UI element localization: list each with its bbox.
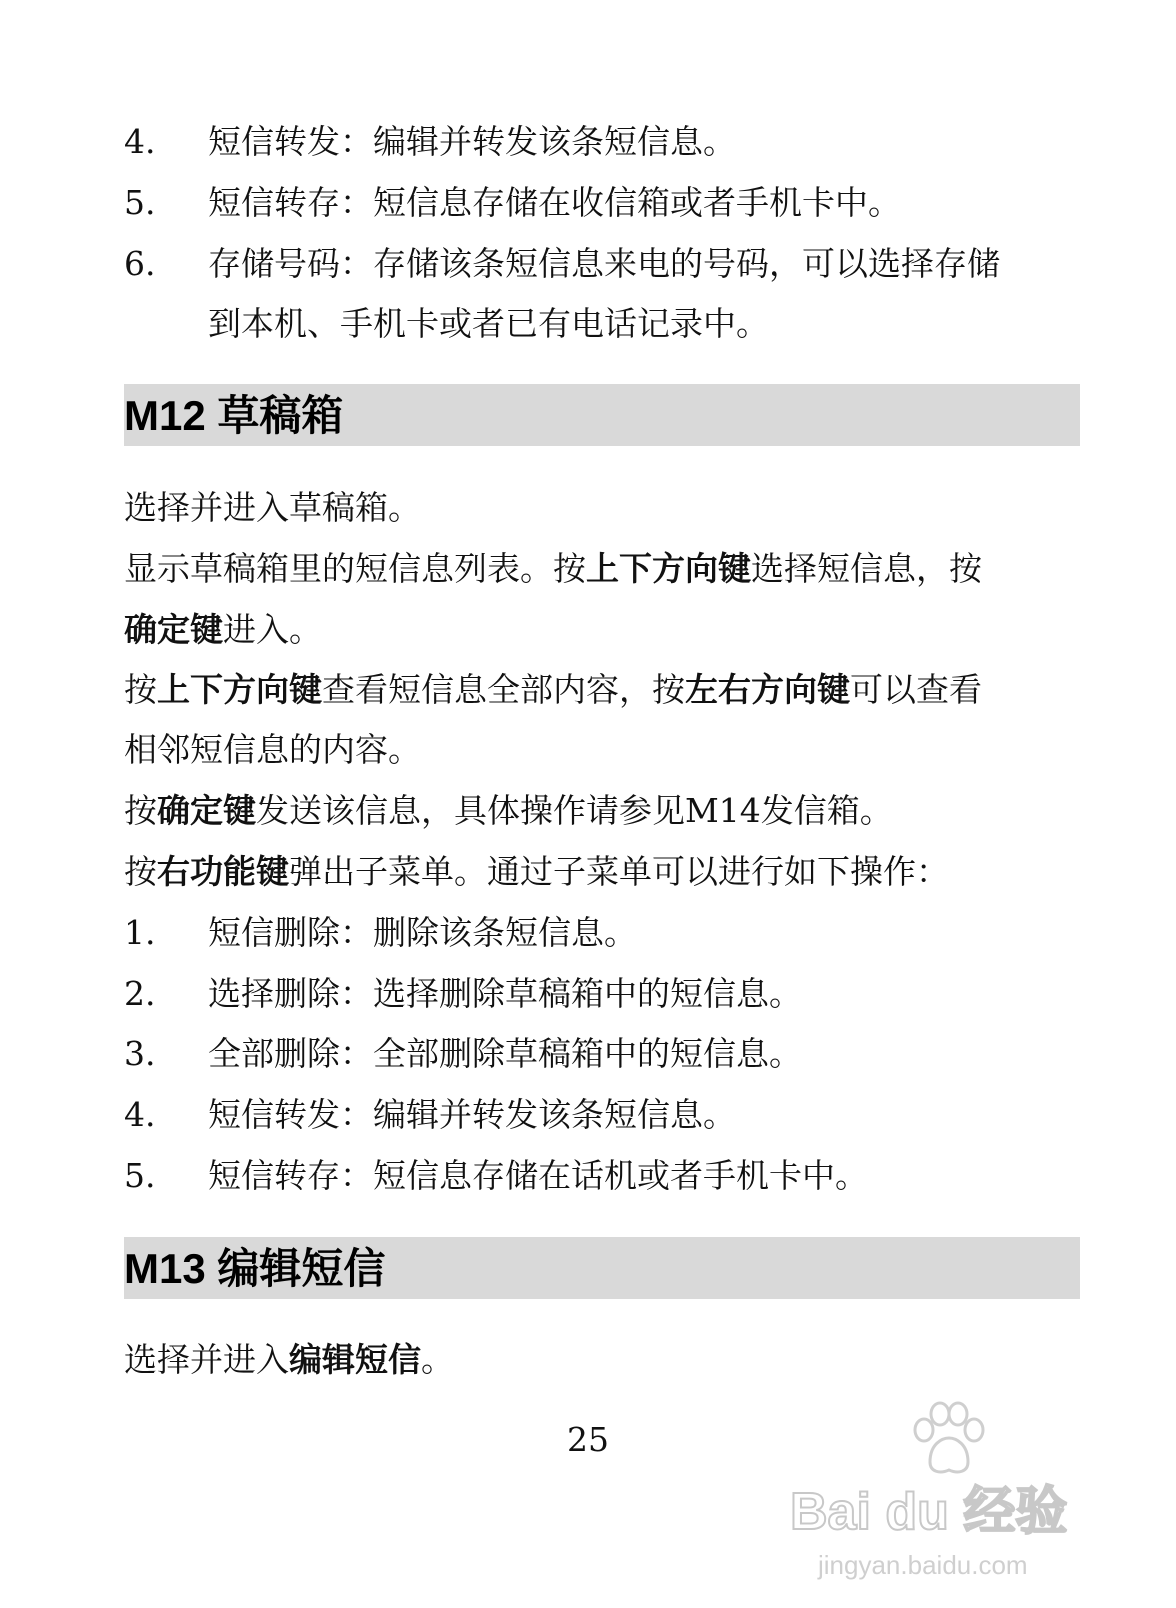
text-run: 弹出子菜单。通过子菜单可以进行如下操作： (289, 852, 949, 891)
text-run: 按 (124, 791, 157, 830)
bold-key-name: 确定键 (157, 791, 256, 830)
list-number: 5. (124, 183, 156, 222)
section-heading-bar (124, 384, 1080, 446)
watermark-brand: Bai du 经验 (790, 1483, 1068, 1541)
text-run: 按 (124, 852, 157, 891)
list-text: 短信转发：编辑并转发该条短信息。 (208, 122, 736, 161)
list-number: 4. (124, 122, 156, 161)
list-text: 短信转存：短信息存储在话机或者手机卡中。 (208, 1156, 868, 1195)
section-heading-bar (124, 1237, 1080, 1299)
section-title-m12: M12 草稿箱 (124, 392, 344, 439)
list-text: 短信转发：编辑并转发该条短信息。 (208, 1095, 736, 1134)
bold-key-name: 上下方向键 (157, 670, 322, 709)
text-run: 。 (421, 1340, 454, 1379)
list-number: 3. (124, 1034, 156, 1073)
watermark-url: jingyan.baidu.com (818, 1550, 1028, 1580)
list-number: 6. (124, 244, 156, 283)
list-number: 2. (124, 974, 156, 1013)
bold-key-name: 上下方向键 (586, 549, 751, 588)
text-run: 进入。 (223, 610, 322, 649)
text-run: 显示草稿箱里的短信息列表。按 (124, 549, 586, 588)
list-text-line1: 存储号码：存储该条短信息来电的号码，可以选择存储 (208, 244, 1000, 283)
list-text-line2: 到本机、手机卡或者已有电话记录中。 (208, 304, 769, 343)
list-text (208, 234, 1000, 354)
list-text: 短信删除：删除该条短信息。 (208, 913, 637, 952)
baidu-jingyan-watermark (790, 1400, 1080, 1590)
list-number: 1. (124, 913, 156, 952)
list-text: 选择删除：选择删除草稿箱中的短信息。 (208, 974, 802, 1013)
list-text: 短信转存：短信息存储在收信箱或者手机卡中。 (208, 183, 901, 222)
paragraph (124, 842, 1084, 902)
bold-key-name: 右功能键 (157, 852, 289, 891)
bold-key-name: 确定键 (124, 610, 223, 649)
paragraph: 选择并进入草稿箱。 (124, 488, 421, 527)
text-run: 查看短信息全部内容，按 (322, 670, 685, 709)
paragraph (124, 600, 1084, 660)
paragraph (124, 781, 1084, 841)
paragraph (124, 1330, 1084, 1390)
paragraph (124, 539, 1084, 599)
text-run: 选择并进入 (124, 1340, 289, 1379)
text-run: 可以查看 (850, 670, 982, 709)
section-title-m13: M13 编辑短信 (124, 1245, 386, 1292)
page-number: 25 (567, 1420, 609, 1459)
bold-key-name: 编辑短信 (289, 1340, 421, 1379)
text-run: 选择短信息，按 (751, 549, 982, 588)
paragraph (124, 660, 1084, 720)
bold-key-name: 左右方向键 (685, 670, 850, 709)
list-number: 4. (124, 1095, 156, 1134)
paragraph: 相邻短信息的内容。 (124, 730, 421, 769)
list-text: 全部删除：全部删除草稿箱中的短信息。 (208, 1034, 802, 1073)
text-run: 发送该信息，具体操作请参见M14发信箱。 (256, 791, 893, 830)
list-number: 5. (124, 1156, 156, 1195)
paw-icon (908, 1400, 988, 1480)
text-run: 按 (124, 670, 157, 709)
